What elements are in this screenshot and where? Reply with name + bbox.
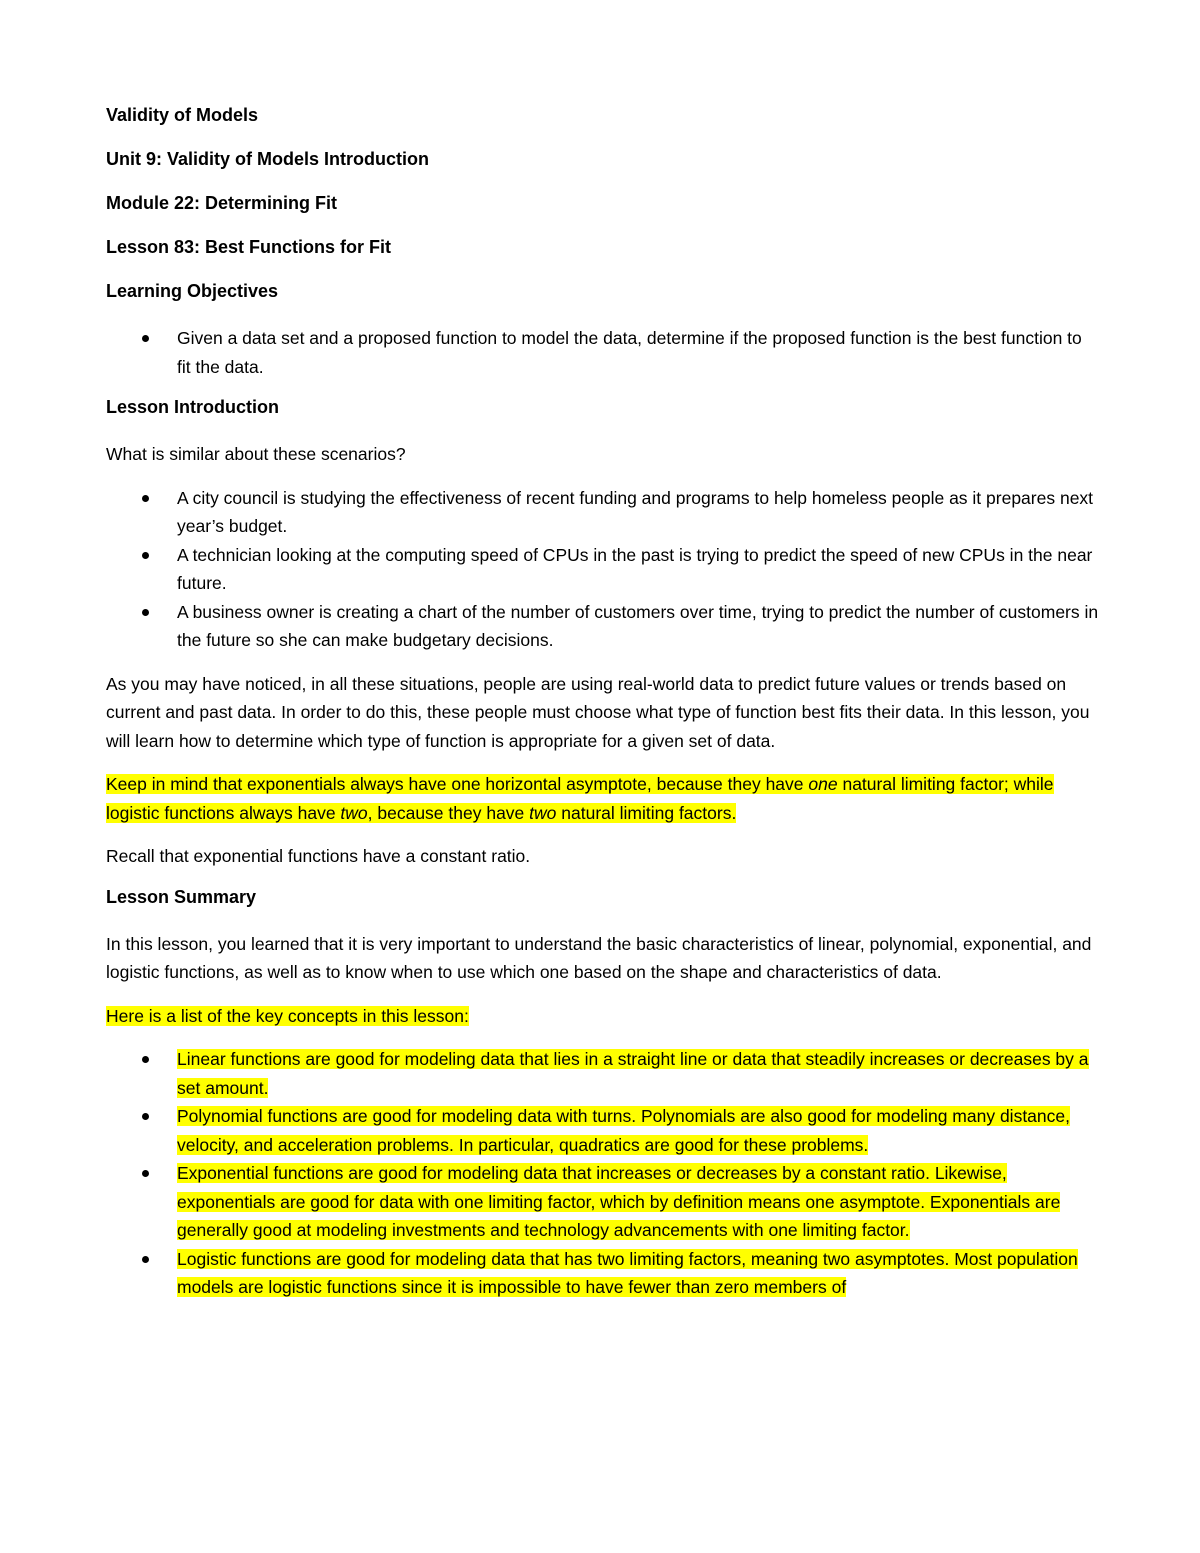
list-item xyxy=(106,1159,1100,1245)
highlight-text: natural limiting factors. xyxy=(556,802,737,823)
list-item xyxy=(106,1102,1100,1159)
lesson-heading: Lesson 83: Best Functions for Fit xyxy=(106,237,392,257)
list-item xyxy=(106,324,1100,381)
bullet-icon xyxy=(142,1256,149,1263)
objective-text: Given a data set and a proposed function to model the data, determine if the proposed function is the best function to fit the data. xyxy=(177,328,1082,377)
highlight-text: Keep in mind that exponentials always have one horizontal asymptote, because they have xyxy=(106,774,809,794)
bullet-icon xyxy=(142,552,149,559)
summary-paragraph: In this lesson, you learned that it is very important to understand the basic characteristics of linear, polynomial, exponential, and logistic functions, as well as to know when to use which one based on the shape and characteristics of data. xyxy=(106,933,1092,982)
objectives-heading: Learning Objectives xyxy=(106,281,279,301)
emphasis-text: one xyxy=(808,774,838,794)
unit-heading: Unit 9: Validity of Models Introduction xyxy=(106,149,429,169)
scenario-text: A city council is studying the effectiveness of recent funding and programs to help homeless people as it prepares next year’s budget. xyxy=(177,487,1094,536)
emphasis-text: two xyxy=(529,802,557,823)
emphasis-text: two xyxy=(340,802,368,823)
highlight-text: , because they have xyxy=(367,802,530,823)
scenario-text: A business owner is creating a chart of the number of customers over time, trying to predict the number of customers in the future so she can make budgetary decisions. xyxy=(177,601,1099,650)
intro-heading: Lesson Introduction xyxy=(106,397,279,417)
bullet-icon xyxy=(142,1170,149,1177)
key-concepts-intro xyxy=(106,1002,1100,1031)
scenarios-list xyxy=(106,484,1100,655)
summary-heading: Lesson Summary xyxy=(106,886,257,907)
highlight-text: Here is a list of the key concepts in this lesson: xyxy=(106,1005,469,1026)
scenario-text: A technician looking at the computing speed of CPUs in the past is trying to predict the speed of new CPUs in the near future. xyxy=(177,544,1093,593)
bullet-icon xyxy=(142,609,149,616)
intro-question: What is similar about these scenarios? xyxy=(106,444,406,464)
doc-title: Validity of Models xyxy=(106,105,259,125)
list-item xyxy=(106,484,1100,541)
intro-explanation: As you may have noticed, in all these situations, people are using real-world data to predict future values or trends based on current and past data. In order to do this, these people must choose what type of function best fits their data. In this lesson, you will learn how to determine which type of function is appropriate for a given set of data. xyxy=(106,673,1090,751)
bullet-icon xyxy=(142,1113,149,1120)
key-concept-text: Exponential functions are good for modeling data that increases or decreases by a constant ratio. Likewise, exponentials are good for data with one limiting factor, which by definition means one asymptote. Exponentials are generally good at modeling investments and technology advancements with one limiting factor. xyxy=(177,1163,1061,1240)
module-heading: Module 22: Determining Fit xyxy=(106,193,338,213)
key-concept-text: Linear functions are good for modeling data that lies in a straight line or data that steadily increases or decreases by a set amount. xyxy=(177,1049,1089,1098)
list-item xyxy=(106,1045,1100,1102)
bullet-icon xyxy=(142,335,149,342)
highlight-note xyxy=(106,770,1100,827)
key-concept-text: Polynomial functions are good for modeling data with turns. Polynomials are also good for modeling many distance, velocity, and acceleration problems. In particular, quadratics are good for these problems. xyxy=(177,1106,1070,1155)
highlight-text: natural limiting factor; while logistic functions always have xyxy=(106,774,1054,823)
list-item xyxy=(106,598,1100,655)
list-item xyxy=(106,541,1100,598)
key-concept-text: Logistic functions are good for modeling data that has two limiting factors, meaning two asymptotes. Most population models are logistic functions since it is impossible to have fewer than zero members of xyxy=(177,1248,1078,1297)
key-concepts-list xyxy=(106,1045,1100,1302)
recall-note: Recall that exponential functions have a constant ratio. xyxy=(106,846,531,866)
bullet-icon xyxy=(142,495,149,502)
objectives-list xyxy=(106,324,1100,381)
list-item xyxy=(106,1245,1100,1302)
bullet-icon xyxy=(142,1056,149,1063)
